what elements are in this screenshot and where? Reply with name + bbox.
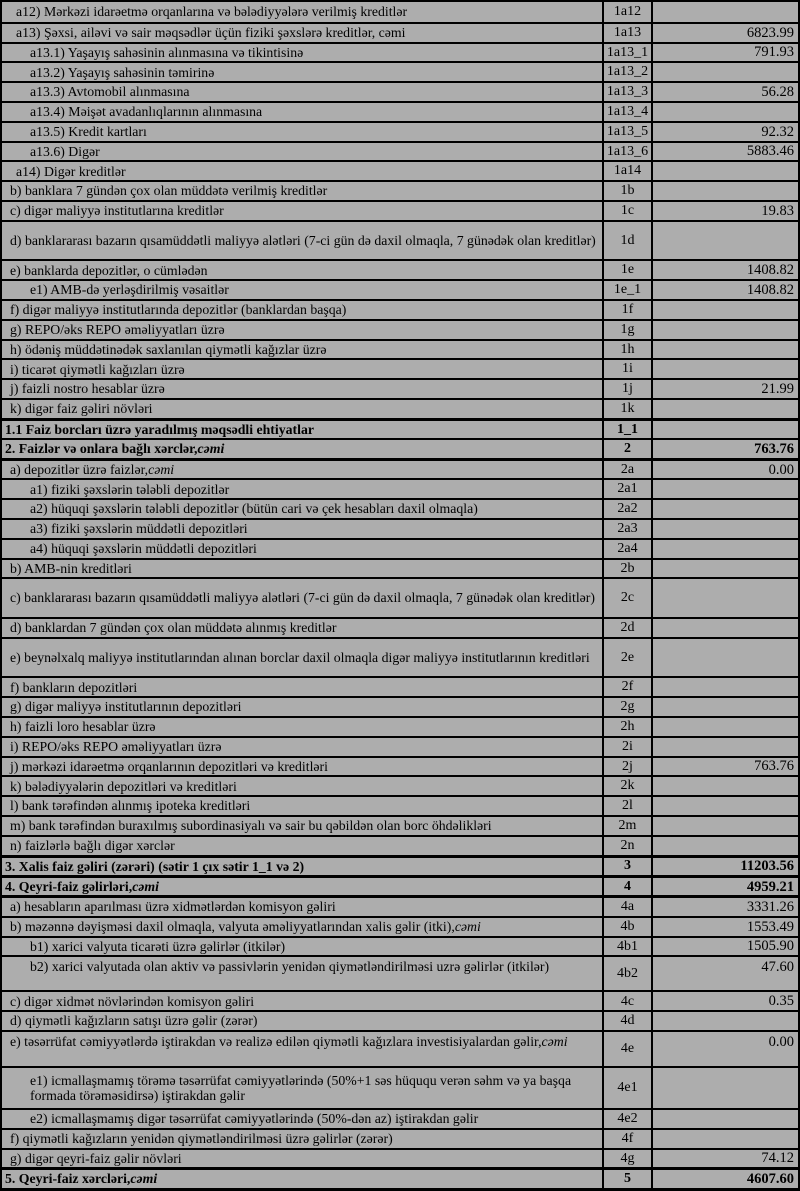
table-row xyxy=(2,1167,798,1187)
table-row xyxy=(2,160,798,180)
row-label-text: b1) xarici valyuta ticarəti üzrə gəlirlər (itkilər) xyxy=(30,938,286,954)
row-label xyxy=(2,1110,602,1128)
table-row xyxy=(2,637,798,677)
row-label xyxy=(2,301,602,319)
row-code: 1f xyxy=(602,301,653,319)
row-label-italic-suffix: cəmi xyxy=(132,878,159,894)
row-code: 4e1 xyxy=(602,1068,653,1108)
row-label xyxy=(2,500,602,518)
row-value: 4959.21 xyxy=(746,878,794,895)
row-label-text: a2) hüquqi şəxslərin tələbli depozitlər (bütün cari və çek hesabları daxil olmaqla) xyxy=(30,501,478,517)
row-label-text: a13.6) Digər xyxy=(30,143,100,159)
row-label-text: b) banklara 7 gündən çox olan müddətə verilmiş kreditlər xyxy=(10,183,328,199)
row-code: 4d xyxy=(602,1012,653,1030)
row-label-text: c) digər maliyyə institutlarına kreditlər xyxy=(10,203,224,219)
row-value: 21.99 xyxy=(761,380,794,397)
table-row xyxy=(2,936,798,956)
table-row xyxy=(2,22,798,42)
table-row xyxy=(2,736,798,756)
row-code: 4b1 xyxy=(602,938,653,956)
row-code: 1_1 xyxy=(602,421,653,438)
row-value xyxy=(653,698,798,716)
table-row xyxy=(2,259,798,279)
row-value xyxy=(653,500,798,518)
row-value xyxy=(653,63,798,81)
row-label xyxy=(2,341,602,359)
row-code: 1a14 xyxy=(602,162,653,180)
row-label-text: d) banklardan 7 gündən çox olan müddətə alınmış kreditlər xyxy=(10,620,337,636)
row-value xyxy=(653,678,798,696)
row-value: 0.35 xyxy=(768,993,794,1010)
row-code: 5 xyxy=(602,1170,653,1187)
table-row xyxy=(2,955,798,990)
table-row xyxy=(2,339,798,359)
row-label-text: a14) Digər kreditlər xyxy=(16,163,126,179)
row-value: 791.93 xyxy=(754,44,794,61)
row-label xyxy=(2,560,602,578)
row-label-italic-suffix: cəmi xyxy=(148,461,175,477)
row-label-text: 1.1 Faiz borcları üzrə yaradılmış məqsədli ehtiyatlar xyxy=(5,421,314,437)
row-code: 4e xyxy=(602,1032,653,1066)
row-label-text: d) banklararası bazarın qısamüddətli maliyyə alətləri (7-ci gün də daxil olmaqla, 7 günədək olan kreditlər) xyxy=(10,232,596,248)
row-label xyxy=(2,1068,602,1108)
row-label xyxy=(2,261,602,279)
row-value: 74.12 xyxy=(761,1150,794,1167)
row-code: 1g xyxy=(602,321,653,339)
row-value: 19.83 xyxy=(761,202,794,219)
row-label xyxy=(2,858,602,875)
row-label xyxy=(2,421,602,438)
row-code: 1a13_1 xyxy=(602,44,653,62)
row-label-text: a13.2) Yaşayış sahəsinin təmirinə xyxy=(30,64,215,80)
table-row xyxy=(2,1148,798,1168)
row-label-text: b) məzənnə dəyişməsi daxil olmaqla, valyuta əməliyyatlarından xalis gəlir (itki), xyxy=(10,919,455,935)
row-label-text: e) beynəlxalq maliyyə institutlarından alınan borclar daxil olmaqla digər maliyyə institutlarının kreditləri xyxy=(10,649,590,665)
row-code: 1i xyxy=(602,360,653,378)
row-value xyxy=(653,639,798,677)
row-label-text: 2. Faizlər və onlara bağlı xərclər, xyxy=(5,441,198,457)
row-label xyxy=(2,540,602,558)
row-label-text: j) mərkəzi idarəetmə orqanlarının depozitləri və kreditləri xyxy=(10,758,328,774)
row-label xyxy=(2,1012,602,1030)
row-value xyxy=(653,1068,798,1108)
row-label-text: i) REPO/əks REPO əməliyyatları üzrə xyxy=(10,738,222,754)
row-label-text: g) REPO/əks REPO əməliyyatları üzrə xyxy=(10,321,225,337)
row-label-text: g) digər qeyri-faiz gəlir növləri xyxy=(10,1150,182,1166)
table-row xyxy=(2,478,798,498)
row-label xyxy=(2,957,602,990)
row-value xyxy=(653,480,798,498)
row-code: 1a13 xyxy=(602,24,653,42)
row-value: 47.60 xyxy=(761,959,794,976)
row-value xyxy=(653,718,798,736)
row-label-text: l) bank tərəfindən alınmış ipoteka kreditləri xyxy=(10,798,251,814)
row-label-text: e2) icmallaşmamış digər təsərrüfat cəmiyyətlərində (50%-dən az) iştirakdan gəlir xyxy=(30,1111,479,1127)
row-label xyxy=(2,639,602,677)
row-label-text: e) təsərrüfat cəmiyyətlərdə iştirakdan və realizə edilən qiymətli kağızlara investisiyalardan gəlir, xyxy=(10,1034,542,1050)
row-code: 2h xyxy=(602,718,653,736)
row-code: 1k xyxy=(602,400,653,418)
row-label-text: b2) xarici valyutada olan aktiv və passivlərin yenidən qiymətləndirilməsi uzrə gəlirlər (itkilər) xyxy=(30,959,550,975)
row-label xyxy=(2,103,602,121)
row-value: 1553.49 xyxy=(746,918,794,935)
row-value xyxy=(653,560,798,578)
table-row xyxy=(2,358,798,378)
row-label-text: c) digər xidmət növlərindən komisyon gəliri xyxy=(10,993,255,1009)
row-code: 2a4 xyxy=(602,540,653,558)
row-code: 2m xyxy=(602,817,653,835)
row-label xyxy=(2,440,602,458)
table-row xyxy=(2,299,798,319)
row-value xyxy=(653,400,798,418)
table-row xyxy=(2,398,798,418)
row-code: 2n xyxy=(602,837,653,855)
row-value xyxy=(653,837,798,855)
row-code: 4c xyxy=(602,992,653,1010)
row-code: 1e xyxy=(602,261,653,279)
row-label-text: a13.1) Yaşayış sahəsinin alınmasına və tikintisinə xyxy=(30,44,304,60)
row-label-text: f) qiymətli kağızların yenidən qiymətləndirilməsi üzrə gəlirlər (zərər) xyxy=(10,1131,393,1147)
table-row xyxy=(2,696,798,716)
row-label xyxy=(2,44,602,62)
row-value: 92.32 xyxy=(761,123,794,140)
row-code: 4g xyxy=(602,1150,653,1168)
row-label xyxy=(2,182,602,200)
row-label-text: 5. Qeyri-faiz xərcləri, xyxy=(5,1171,131,1187)
row-label xyxy=(2,678,602,696)
row-label-text: e1) icmallaşmamış törəmə təsərrüfat cəmiyyətlərində (50%+1 səs hüququ verən səhm və ya başqa formada törəməsidirsə) iştirakdan gəlir xyxy=(30,1072,572,1104)
row-value xyxy=(653,162,798,180)
row-label xyxy=(2,222,602,260)
row-value: 4607.60 xyxy=(746,1171,794,1188)
table-row xyxy=(2,1066,798,1108)
row-code: 2a xyxy=(602,461,653,478)
row-value: 5883.46 xyxy=(746,143,794,160)
row-label xyxy=(2,143,602,161)
row-label-text: g) digər maliyyə institutlarının depozitləri xyxy=(10,699,242,715)
row-code: 2i xyxy=(602,738,653,756)
row-label xyxy=(2,321,602,339)
row-label-text: 3. Xalis faiz gəliri (zərəri) (sətir 1 çıx sətir 1_1 və 2) xyxy=(5,858,305,874)
row-value: 763.76 xyxy=(754,758,794,775)
row-label-text: 4. Qeyri-faiz gəlirləri, xyxy=(5,878,133,894)
row-code: 1b xyxy=(602,182,653,200)
row-value xyxy=(653,103,798,121)
row-code: 1c xyxy=(602,202,653,220)
row-code: 2b xyxy=(602,560,653,578)
row-label xyxy=(2,698,602,716)
row-value xyxy=(653,341,798,359)
table-row xyxy=(2,121,798,141)
row-label xyxy=(2,837,602,855)
row-value xyxy=(653,301,798,319)
row-value xyxy=(653,520,798,538)
table-row xyxy=(2,141,798,161)
table-row xyxy=(2,42,798,62)
table-row xyxy=(2,617,798,637)
row-label xyxy=(2,380,602,398)
row-code: 1j xyxy=(602,380,653,398)
row-code: 2k xyxy=(602,777,653,795)
row-code: 1a13_4 xyxy=(602,103,653,121)
row-code: 4b xyxy=(602,918,653,936)
row-value xyxy=(653,1012,798,1030)
row-value xyxy=(653,797,798,815)
row-label xyxy=(2,123,602,141)
row-value xyxy=(653,738,798,756)
table-row xyxy=(2,538,798,558)
table-row xyxy=(2,319,798,339)
row-label-text: j) faizli nostro hesablar üzrə xyxy=(10,381,165,397)
row-code: 4f xyxy=(602,1130,653,1148)
row-code: 2j xyxy=(602,758,653,776)
table-row xyxy=(2,378,798,398)
table-row xyxy=(2,61,798,81)
row-label xyxy=(2,878,602,895)
row-label xyxy=(2,718,602,736)
row-code: 2g xyxy=(602,698,653,716)
row-value: 763.76 xyxy=(754,440,794,457)
row-label-text: b) AMB-nin kreditləri xyxy=(10,560,132,576)
table-row xyxy=(2,220,798,260)
row-label-text: e1) AMB-də yerləşdirilmiş vəsaitlər xyxy=(30,282,229,298)
table-row xyxy=(2,498,798,518)
table-row xyxy=(2,815,798,835)
row-label-text: h) ödəniş müddətinədək saxlanılan qiymətli kağızlar üzrə xyxy=(10,341,327,357)
row-value xyxy=(653,777,798,795)
row-label-text: a13.4) Məişət avadanlıqlarının alınmasına xyxy=(30,104,263,120)
row-label xyxy=(2,83,602,101)
row-label-text: c) banklararası bazarın qısamüddətli maliyyə alətləri (7-ci gün də daxil olmaqla, 7 günədək olan kreditlər) xyxy=(10,590,595,606)
row-label-text: n) faizlərlə bağlı digər xərclər xyxy=(10,837,175,853)
row-label-text: a) depozitlər üzrə faizlər, xyxy=(10,461,149,477)
row-label-text: f) digər maliyyə institutlarında depozitlər (banklardan başqa) xyxy=(10,302,347,318)
table-row xyxy=(2,835,798,855)
row-code: 1a13_3 xyxy=(602,83,653,101)
row-value: 1408.82 xyxy=(746,281,794,298)
row-code: 1a13_5 xyxy=(602,123,653,141)
row-value: 6823.99 xyxy=(746,24,794,41)
table-row xyxy=(2,756,798,776)
row-label xyxy=(2,24,602,42)
row-label-text: e) banklarda depozitlər, o cümlədən xyxy=(10,262,208,278)
row-label-text: a13.3) Avtomobil alınmasına xyxy=(30,84,190,100)
row-value xyxy=(653,360,798,378)
row-value: 1505.90 xyxy=(746,938,794,955)
table-row xyxy=(2,795,798,815)
row-label-text: a3) fiziki şəxslərin müddətli depozitləri xyxy=(30,521,248,537)
row-label xyxy=(2,992,602,1010)
row-label xyxy=(2,918,602,936)
row-label xyxy=(2,162,602,180)
table-row xyxy=(2,101,798,121)
row-label xyxy=(2,1170,602,1187)
row-label xyxy=(2,400,602,418)
table-row xyxy=(2,2,798,22)
row-label-text: a4) hüquqi şəxslərin müddətli depozitləri xyxy=(30,540,257,556)
row-value xyxy=(653,1110,798,1128)
row-value xyxy=(653,2,798,22)
table-row xyxy=(2,1030,798,1066)
row-label xyxy=(2,281,602,299)
table-row xyxy=(2,279,798,299)
row-code: 2e xyxy=(602,639,653,677)
table-row xyxy=(2,775,798,795)
row-value xyxy=(653,619,798,637)
row-label xyxy=(2,777,602,795)
row-code: 4b2 xyxy=(602,957,653,990)
row-label xyxy=(2,758,602,776)
row-code: 2a2 xyxy=(602,500,653,518)
row-label-text: a13.5) Kredit kartları xyxy=(30,123,147,139)
row-label xyxy=(2,202,602,220)
row-label-text: i) ticarət qiymətli kağızları üzrə xyxy=(10,361,185,377)
row-code: 3 xyxy=(602,858,653,875)
table-row xyxy=(2,990,798,1010)
table-row xyxy=(2,81,798,101)
row-label-italic-suffix: cəmi xyxy=(130,1171,158,1187)
row-label xyxy=(2,938,602,956)
row-code: 1d xyxy=(602,222,653,260)
row-value xyxy=(653,421,798,438)
row-code: 2l xyxy=(602,797,653,815)
row-label xyxy=(2,619,602,637)
table-row xyxy=(2,418,798,438)
row-label-text: a12) Mərkəzi idarəetmə orqanlarına və bələdiyyələrə verilmiş kreditlər xyxy=(16,4,408,20)
row-label xyxy=(2,520,602,538)
row-label xyxy=(2,817,602,835)
row-label-text: f) bankların depozitləri xyxy=(10,679,138,695)
row-code: 2f xyxy=(602,678,653,696)
row-label xyxy=(2,1032,602,1066)
row-code: 4 xyxy=(602,878,653,895)
row-label xyxy=(2,1150,602,1168)
row-label-text: a13) Şəxsi, ailəvi və sair məqsədlər üçün fiziki şəxslərə kreditlər, cəmi xyxy=(16,24,406,40)
row-label-italic-suffix: cəmi xyxy=(454,919,481,935)
row-code: 4e2 xyxy=(602,1110,653,1128)
row-label-text: k) bələdiyyələrin depozitləri və kreditləri xyxy=(10,778,237,794)
table-row xyxy=(2,855,798,875)
row-label xyxy=(2,797,602,815)
row-label-italic-suffix: cəmi xyxy=(197,441,225,457)
row-value xyxy=(653,222,798,260)
table-row xyxy=(2,875,798,895)
row-label xyxy=(2,1130,602,1148)
row-code: 1a13_6 xyxy=(602,143,653,161)
table-row xyxy=(2,518,798,538)
table-row xyxy=(2,200,798,220)
row-code: 2a1 xyxy=(602,480,653,498)
row-value xyxy=(653,1130,798,1148)
row-code: 2 xyxy=(602,440,653,458)
table-row xyxy=(2,1128,798,1148)
row-label-italic-suffix: cəmi xyxy=(541,1034,568,1050)
row-value: 3331.26 xyxy=(746,899,794,916)
table-row xyxy=(2,458,798,478)
table-row xyxy=(2,558,798,578)
table-row xyxy=(2,438,798,458)
row-value: 0.00 xyxy=(768,461,794,478)
row-code: 2c xyxy=(602,579,653,617)
table-row xyxy=(2,577,798,617)
row-value xyxy=(653,540,798,558)
row-code: 1h xyxy=(602,341,653,359)
row-label-text: d) qiymətli kağızların satışı üzrə gəlir (zərər) xyxy=(10,1013,258,1029)
row-label-text: m) bank tərəfindən buraxılmış subordinasiyalı və sair bu qəbildən olan borc öhdəlikləri xyxy=(10,818,492,834)
table-row xyxy=(2,716,798,736)
row-code: 2a3 xyxy=(602,520,653,538)
row-label xyxy=(2,63,602,81)
row-value: 1408.82 xyxy=(746,262,794,279)
row-code: 1a12 xyxy=(602,2,653,22)
row-code: 1a13_2 xyxy=(602,63,653,81)
table-row xyxy=(2,676,798,696)
row-label xyxy=(2,480,602,498)
row-value xyxy=(653,182,798,200)
row-label-text: a1) fiziki şəxslərin tələbli depozitlər xyxy=(30,481,230,497)
row-label xyxy=(2,738,602,756)
row-value xyxy=(653,579,798,617)
row-label xyxy=(2,461,602,478)
table-row xyxy=(2,180,798,200)
row-label-text: k) digər faiz gəliri növləri xyxy=(10,401,153,417)
table-row xyxy=(2,895,798,915)
row-value xyxy=(653,817,798,835)
row-value: 11203.56 xyxy=(740,858,794,875)
row-code: 1e_1 xyxy=(602,281,653,299)
row-value: 0.00 xyxy=(768,1034,794,1051)
row-value: 56.28 xyxy=(761,83,794,100)
row-label-text: a) hesabların aparılması üzrə xidmətlərdən komisyon gəliri xyxy=(10,899,336,915)
table-row xyxy=(2,1010,798,1030)
row-label-text: h) faizli loro hesablar üzrə xyxy=(10,719,156,735)
row-label xyxy=(2,2,602,22)
table-row xyxy=(2,1108,798,1128)
row-label xyxy=(2,579,602,617)
row-label xyxy=(2,898,602,915)
row-code: 4a xyxy=(602,898,653,915)
row-label xyxy=(2,360,602,378)
row-code: 2d xyxy=(602,619,653,637)
table-row xyxy=(2,916,798,936)
row-value xyxy=(653,321,798,339)
